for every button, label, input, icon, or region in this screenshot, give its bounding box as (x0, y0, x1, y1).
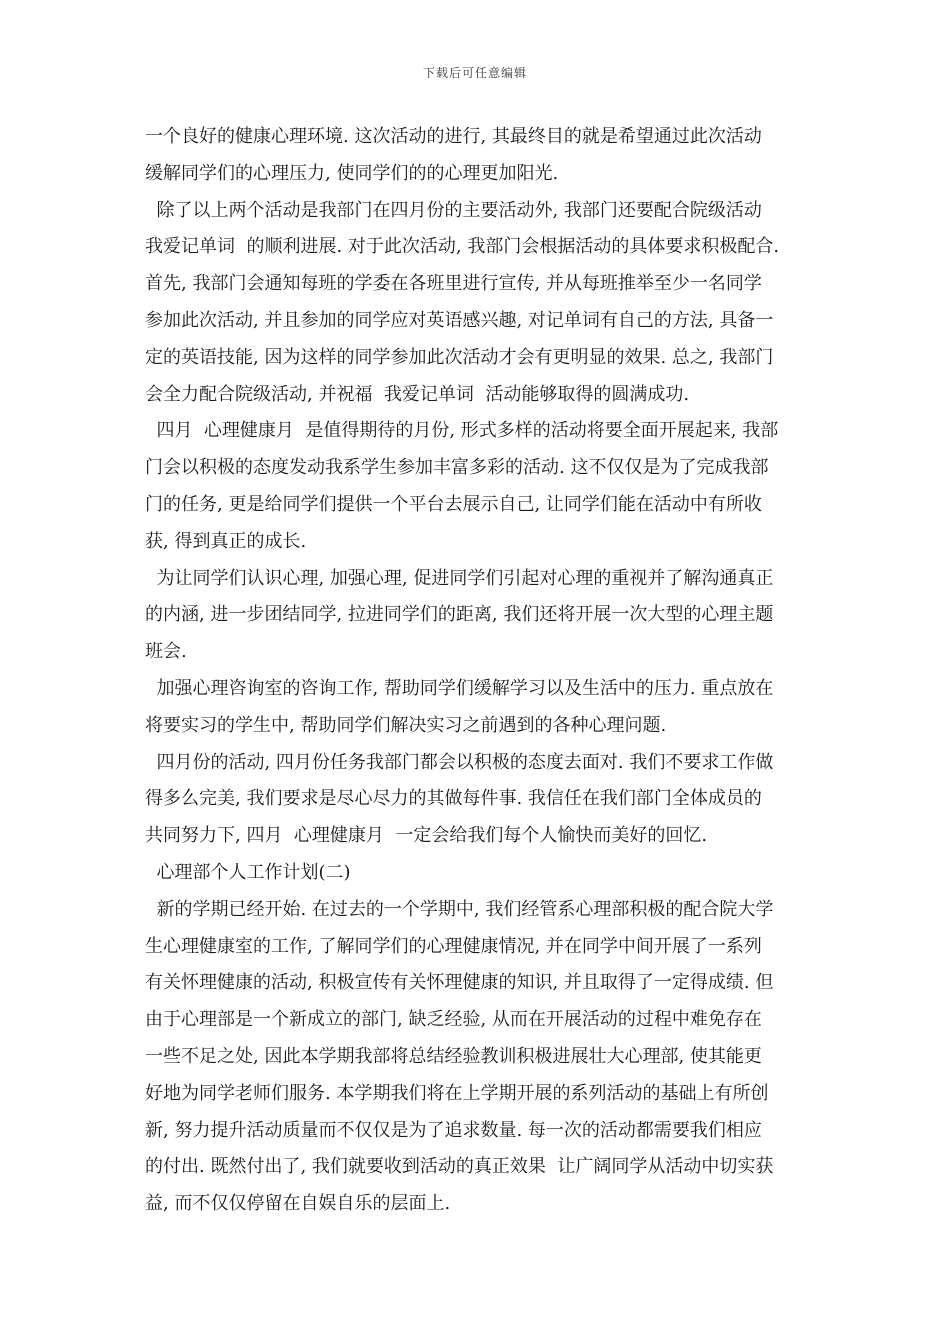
text-line: 四月 心理健康月 是值得期待的月份, 形式多样的活动将要全面开展起来, 我部 (145, 420, 779, 442)
text-line: 一些不足之处, 因此本学期我部将总结经验教训积极进展壮大心理部, 使其能更 (145, 1045, 762, 1067)
text-line: 的内涵, 进一步团结同学, 拉进同学们的距离, 我们还将开展一次大型的心理主题 (145, 604, 774, 626)
text-line: 除了以上两个活动是我部门在四月份的主要活动外, 我部门还要配合院级活动 (145, 199, 762, 221)
text-line: 我爱记单词 的顺利进展. 对于此次活动, 我部门会根据活动的具体要求积极配合. (145, 236, 780, 258)
text-line: 共同努力下, 四月 心理健康月 一定会给我们每个人愉快而美好的回忆. (145, 825, 708, 847)
text-line: 为让同学们认识心理, 加强心理, 促进同学们引起对心理的重视并了解沟通真正 (145, 567, 774, 589)
text-line: 定的英语技能, 因为这样的同学参加此次活动才会有更明显的效果. 总之, 我部门 (145, 346, 774, 368)
text-line: 门会以积极的态度发动我系学生参加丰富多彩的活动. 这不仅仅是为了完成我部 (145, 457, 769, 479)
text-line: 获, 得到真正的成长. (145, 530, 307, 552)
text-line: 有关怀理健康的活动, 积极宣传有关怀理健康的知识, 并且取得了一定得成绩. 但 (145, 972, 774, 994)
text-line: 由于心理部是一个新成立的部门, 缺乏经验, 从而在开展活动的过程中难免存在 (145, 1009, 762, 1031)
text-line: 缓解同学们的心理压力, 使同学们的的心理更加阳光. (145, 162, 559, 184)
text-line: 得多么完美, 我们要求是尽心尽力的其做每件事. 我信任在我们部门全体成员的 (145, 788, 762, 810)
text-line: 好地为同学老师们服务. 本学期我们将在上学期开展的系列活动的基础上有所创 (145, 1082, 769, 1104)
text-line: 班会. (145, 641, 187, 663)
text-line: 四月份的活动, 四月份任务我部门都会以积极的态度去面对. 我们不要求工作做 (145, 751, 774, 773)
text-line: 新的学期已经开始. 在过去的一个学期中, 我们经管系心理部积极的配合院大学 (145, 898, 774, 920)
text-line: 一个良好的健康心理环境. 这次活动的进行, 其最终目的就是希望通过此次活动 (145, 126, 762, 147)
text-line: 参加此次活动, 并且参加的同学应对英语感兴趣, 对记单词有自己的方法, 具备一 (145, 309, 774, 331)
text-line: 会全力配合院级活动, 并祝福 我爱记单词 活动能够取得的圆满成功. (145, 383, 690, 405)
text-line: 生心理健康室的工作, 了解同学们的心理健康情况, 并在同学中间开展了一系列 (145, 935, 762, 957)
text-line: 将要实习的学生中, 帮助同学们解决实习之前遇到的各种心理问题. (145, 714, 667, 736)
text-line: 益, 而不仅仅停留在自娱自乐的层面上. (145, 1193, 451, 1215)
page-header: 下载后可任意编辑 (422, 66, 527, 80)
text-line: 门的任务, 更是给同学们提供一个平台去展示自己, 让同学们能在活动中有所收 (145, 493, 762, 515)
text-line: 首先, 我部门会通知每班的学委在各班里进行宣传, 并从每班推举至少一名同学 (145, 273, 762, 295)
text-line: 加强心理咨询室的咨询工作, 帮助同学们缓解学习以及生活中的压力. 重点放在 (145, 677, 774, 699)
document-body (145, 119, 810, 1223)
section-heading: 心理部个人工作计划(二) (145, 861, 351, 883)
text-line: 的付出. 既然付出了, 我们就要收到活动的真正效果 让广阔同学从活动中切实获 (145, 1156, 774, 1178)
text-line: 新, 努力提升活动质量而不仅仅是为了追求数量. 每一次的活动都需要我们相应 (145, 1119, 762, 1141)
